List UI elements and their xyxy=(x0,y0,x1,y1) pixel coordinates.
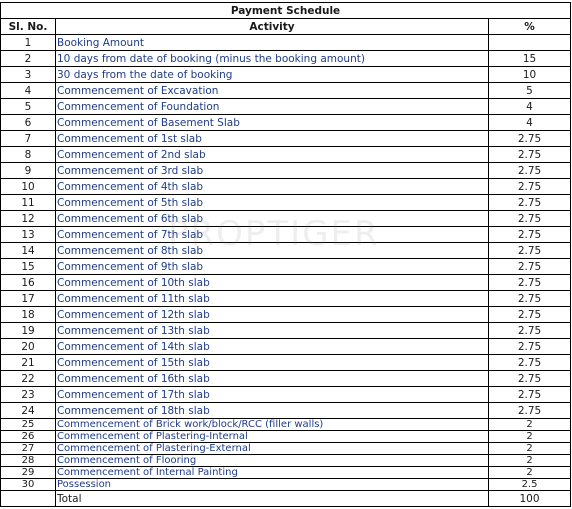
percent-cell: 2 xyxy=(489,419,571,431)
table-row xyxy=(1,467,571,479)
percent-cell: 2.75 xyxy=(489,307,571,323)
sl-cell: 30 xyxy=(1,479,56,491)
percent-cell: 2.75 xyxy=(489,163,571,179)
sl-cell: 27 xyxy=(1,443,56,455)
percent-cell: 5 xyxy=(489,83,571,99)
activity-cell: Commencement of 18th slab xyxy=(56,403,489,419)
sl-cell: 11 xyxy=(1,195,56,211)
percent-cell: 10 xyxy=(489,67,571,83)
percent-cell: 15 xyxy=(489,51,571,67)
percent-cell: 2 xyxy=(489,455,571,467)
sl-cell: 15 xyxy=(1,259,56,275)
table-row xyxy=(1,35,571,51)
activity-cell: 30 days from the date of booking xyxy=(56,67,489,83)
activity-cell: Commencement of 13th slab xyxy=(56,323,489,339)
activity-cell: Commencement of 12th slab xyxy=(56,307,489,323)
table-row xyxy=(1,131,571,147)
percent-cell: 2 xyxy=(489,443,571,455)
activity-cell: Commencement of 5th slab xyxy=(56,195,489,211)
activity-cell: 10 days from date of booking (minus the booking amount) xyxy=(56,51,489,67)
sl-cell: 25 xyxy=(1,419,56,431)
percent-cell: 2.75 xyxy=(489,275,571,291)
percent-cell: 2 xyxy=(489,467,571,479)
activity-cell: Commencement of 7th slab xyxy=(56,227,489,243)
activity-cell: Commencement of Excavation xyxy=(56,83,489,99)
activity-cell: Commencement of 17th slab xyxy=(56,387,489,403)
percent-cell: 2.75 xyxy=(489,355,571,371)
sl-cell: 12 xyxy=(1,211,56,227)
activity-cell: Commencement of Internal Painting xyxy=(56,467,489,479)
percent-cell: 2.5 xyxy=(489,479,571,491)
sl-cell: 14 xyxy=(1,243,56,259)
table-row xyxy=(1,431,571,443)
sl-cell: 10 xyxy=(1,179,56,195)
total-row xyxy=(1,491,571,507)
activity-cell: Commencement of Plastering-External xyxy=(56,443,489,455)
percent-cell: 2.75 xyxy=(489,211,571,227)
sl-cell: 3 xyxy=(1,67,56,83)
activity-cell: Possession xyxy=(56,479,489,491)
sl-cell: 8 xyxy=(1,147,56,163)
sl-cell: 6 xyxy=(1,115,56,131)
table-row xyxy=(1,51,571,67)
percent-cell: 2.75 xyxy=(489,323,571,339)
sl-cell: 19 xyxy=(1,323,56,339)
table-row xyxy=(1,443,571,455)
sl-cell: 13 xyxy=(1,227,56,243)
sl-cell: 4 xyxy=(1,83,56,99)
activity-cell: Commencement of Brick work/block/RCC (filler walls) xyxy=(56,419,489,431)
table-row xyxy=(1,163,571,179)
total-sl-cell xyxy=(1,491,56,507)
table-row xyxy=(1,179,571,195)
activity-cell: Commencement of 11th slab xyxy=(56,291,489,307)
proptiger-watermark: PROPTIGER xyxy=(168,214,380,254)
table-row xyxy=(1,99,571,115)
header-sl-no: Sl. No. xyxy=(1,19,56,35)
table-row xyxy=(1,479,571,491)
percent-cell: 2 xyxy=(489,431,571,443)
percent-cell: 2.75 xyxy=(489,227,571,243)
percent-cell: 2.75 xyxy=(489,339,571,355)
percent-cell: 2.75 xyxy=(489,179,571,195)
table-row xyxy=(1,67,571,83)
table-row xyxy=(1,243,571,259)
table-row xyxy=(1,455,571,467)
percent-cell: 2.75 xyxy=(489,147,571,163)
sl-cell: 21 xyxy=(1,355,56,371)
table-row xyxy=(1,147,571,163)
payment-schedule-table xyxy=(0,2,571,507)
activity-cell: Commencement of 16th slab xyxy=(56,371,489,387)
header-activity: Activity xyxy=(56,19,489,35)
sl-cell: 9 xyxy=(1,163,56,179)
schedule-body xyxy=(1,35,571,507)
activity-cell: Commencement of Foundation xyxy=(56,99,489,115)
activity-cell: Commencement of 14th slab xyxy=(56,339,489,355)
percent-cell: 2.75 xyxy=(489,371,571,387)
percent-cell: 2.75 xyxy=(489,243,571,259)
percent-cell: 2.75 xyxy=(489,259,571,275)
activity-cell: Commencement of Flooring xyxy=(56,455,489,467)
activity-cell: Booking Amount xyxy=(56,35,489,51)
activity-cell: Commencement of Basement Slab xyxy=(56,115,489,131)
table-row xyxy=(1,115,571,131)
sl-cell: 26 xyxy=(1,431,56,443)
sl-cell: 2 xyxy=(1,51,56,67)
sl-cell: 29 xyxy=(1,467,56,479)
total-label: Total xyxy=(56,491,489,507)
table-row xyxy=(1,339,571,355)
activity-cell: Commencement of 2nd slab xyxy=(56,147,489,163)
table-row xyxy=(1,387,571,403)
sl-cell: 1 xyxy=(1,35,56,51)
table-row xyxy=(1,195,571,211)
percent-cell xyxy=(489,35,571,51)
percent-cell: 2.75 xyxy=(489,403,571,419)
header-row xyxy=(1,19,571,35)
activity-cell: Commencement of 6th slab xyxy=(56,211,489,227)
table-row xyxy=(1,419,571,431)
sl-cell: 7 xyxy=(1,131,56,147)
percent-cell: 2.75 xyxy=(489,131,571,147)
table-row xyxy=(1,371,571,387)
total-percent: 100 xyxy=(489,491,571,507)
table-row xyxy=(1,275,571,291)
table-title: Payment Schedule xyxy=(1,3,571,19)
activity-cell: Commencement of 4th slab xyxy=(56,179,489,195)
percent-cell: 2.75 xyxy=(489,195,571,211)
table-row xyxy=(1,403,571,419)
percent-cell: 2.75 xyxy=(489,291,571,307)
title-row xyxy=(1,3,571,19)
sl-cell: 16 xyxy=(1,275,56,291)
table-row xyxy=(1,227,571,243)
header-percent: % xyxy=(489,19,571,35)
activity-cell: Commencement of 9th slab xyxy=(56,259,489,275)
activity-cell: Commencement of 8th slab xyxy=(56,243,489,259)
table-row xyxy=(1,291,571,307)
sl-cell: 18 xyxy=(1,307,56,323)
sl-cell: 22 xyxy=(1,371,56,387)
payment-schedule-sheet xyxy=(0,2,570,507)
table-row xyxy=(1,355,571,371)
sl-cell: 24 xyxy=(1,403,56,419)
sl-cell: 28 xyxy=(1,455,56,467)
percent-cell: 4 xyxy=(489,115,571,131)
table-row xyxy=(1,259,571,275)
activity-cell: Commencement of Plastering-Internal xyxy=(56,431,489,443)
sl-cell: 20 xyxy=(1,339,56,355)
percent-cell: 2.75 xyxy=(489,387,571,403)
percent-cell: 4 xyxy=(489,99,571,115)
sl-cell: 5 xyxy=(1,99,56,115)
sl-cell: 23 xyxy=(1,387,56,403)
table-row xyxy=(1,211,571,227)
activity-cell: Commencement of 15th slab xyxy=(56,355,489,371)
sl-cell: 17 xyxy=(1,291,56,307)
activity-cell: Commencement of 1st slab xyxy=(56,131,489,147)
table-row xyxy=(1,323,571,339)
table-row xyxy=(1,307,571,323)
table-row xyxy=(1,83,571,99)
activity-cell: Commencement of 10th slab xyxy=(56,275,489,291)
activity-cell: Commencement of 3rd slab xyxy=(56,163,489,179)
